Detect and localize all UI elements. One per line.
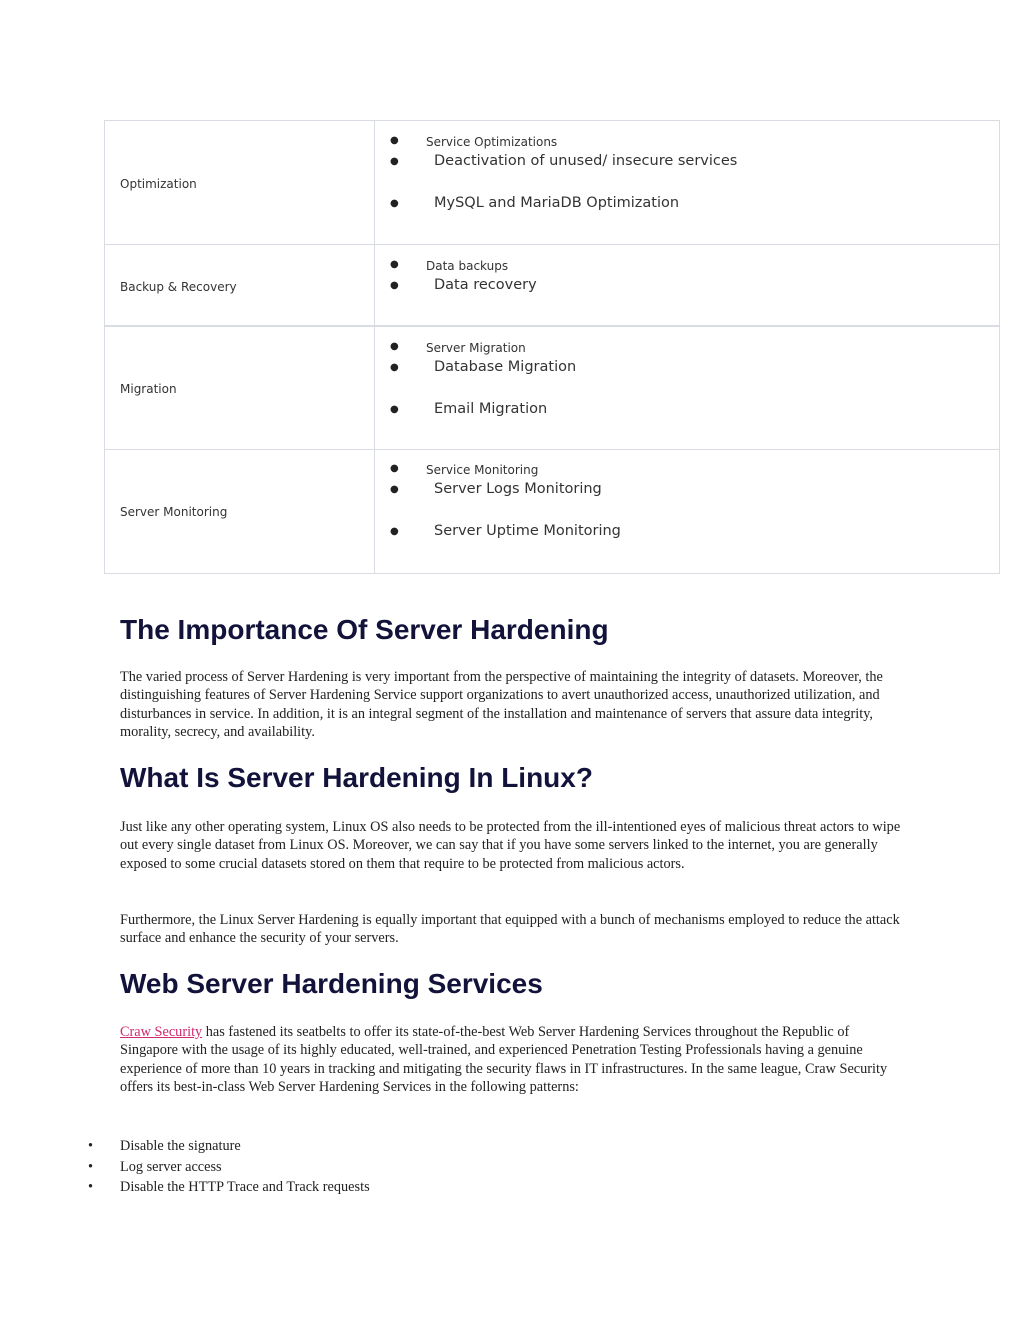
- bullet-icon: •: [88, 1179, 94, 1195]
- section-heading-web: Web Server Hardening Services: [120, 968, 543, 999]
- bullet-icon: ●: [390, 135, 399, 146]
- importance-paragraph: The varied process of Server Hardening is very important from the perspective of maintaining the integrity of datasets. Moreover, the distinguishing features of Server Hardening Service support organizations to avert unauthorized access, unauthorized utilization, and disturbances in service. In addition, it is an integral segment of the installation and maintenance of servers that assure data integrity, morality, secrecy, and availability.: [120, 669, 883, 740]
- category-cell: [105, 450, 375, 573]
- bullet-icon: ●: [390, 526, 399, 537]
- category-cell: [105, 121, 375, 244]
- list-item: • Log server access: [88, 1158, 222, 1175]
- list-item: • Disable the signature: [88, 1138, 241, 1154]
- bullet-icon: ●: [390, 463, 399, 474]
- web-paragraph-text: has fastened its seatbelts to offer its state-of-the-best Web Server Hardening Services throughout the Republic of Singapore with the usage of its highly educated, well-trained, and experienced Penetration Testing Professionals having a genuine experience of more than 10 years in tracking and mitigating the security flaws in IT infrastructures. In the same league, Craw Security offers its best-in-class Web Server Hardening Services in the following patterns:: [120, 1024, 888, 1095]
- linux-paragraph-1: Just like any other operating system, Linux OS also needs to be protected from the ill-intentioned eyes of malicious threat actors to wipe out every single dataset from Linux OS. Moreover, we can say that if you have some servers linked to the internet, you are generally exposed to some crucial datasets stored on them that require to be protected from malicious actors.: [120, 819, 901, 872]
- table-row: Migration ● Server Migration ● Database Migration ● Email Migration: [104, 326, 1000, 450]
- category-label: Optimization: [120, 177, 197, 191]
- bullet-icon: •: [88, 1138, 94, 1154]
- bullet-icon: •: [88, 1158, 94, 1175]
- bullet-icon: ●: [390, 280, 399, 291]
- hardening-list: [88, 1138, 370, 1200]
- category-cell: [105, 245, 375, 325]
- list-item: • Disable the HTTP Trace and Track requests: [88, 1179, 370, 1195]
- category-label: Migration: [120, 382, 177, 396]
- category-cell: [105, 327, 375, 449]
- category-label: Backup & Recovery: [120, 280, 237, 294]
- linux-paragraph-2: Furthermore, the Linux Server Hardening is equally important that equipped with a bunch of mechanisms employed to reduce the attack surface and enhance the security of your servers.: [120, 912, 900, 947]
- category-label: Server Monitoring: [120, 505, 228, 519]
- bullet-icon: ●: [390, 198, 399, 209]
- bullet-icon: ●: [390, 484, 399, 495]
- section-heading-linux: What Is Server Hardening In Linux?: [120, 762, 593, 793]
- craw-security-link[interactable]: Craw Security: [120, 1024, 203, 1040]
- bullet-icon: ●: [390, 156, 399, 167]
- table-row: Server Monitoring ● Service Monitoring ● Server Logs Monitoring ● Server Uptime Monitoring: [104, 449, 1000, 574]
- bullet-icon: ●: [390, 362, 399, 373]
- table-row: Optimization ● Service Optimizations ● Deactivation of unused/ insecure services ● MySQL and MariaDB Optimization: [104, 120, 1000, 245]
- bullet-icon: ●: [390, 404, 399, 415]
- web-paragraph: [120, 1023, 910, 1096]
- section-heading-importance: The Importance Of Server Hardening: [120, 614, 609, 645]
- bullet-icon: ●: [390, 259, 399, 270]
- table-row: Backup & Recovery ● Data backups ● Data recovery: [104, 244, 1000, 326]
- bullet-icon: ●: [390, 341, 399, 352]
